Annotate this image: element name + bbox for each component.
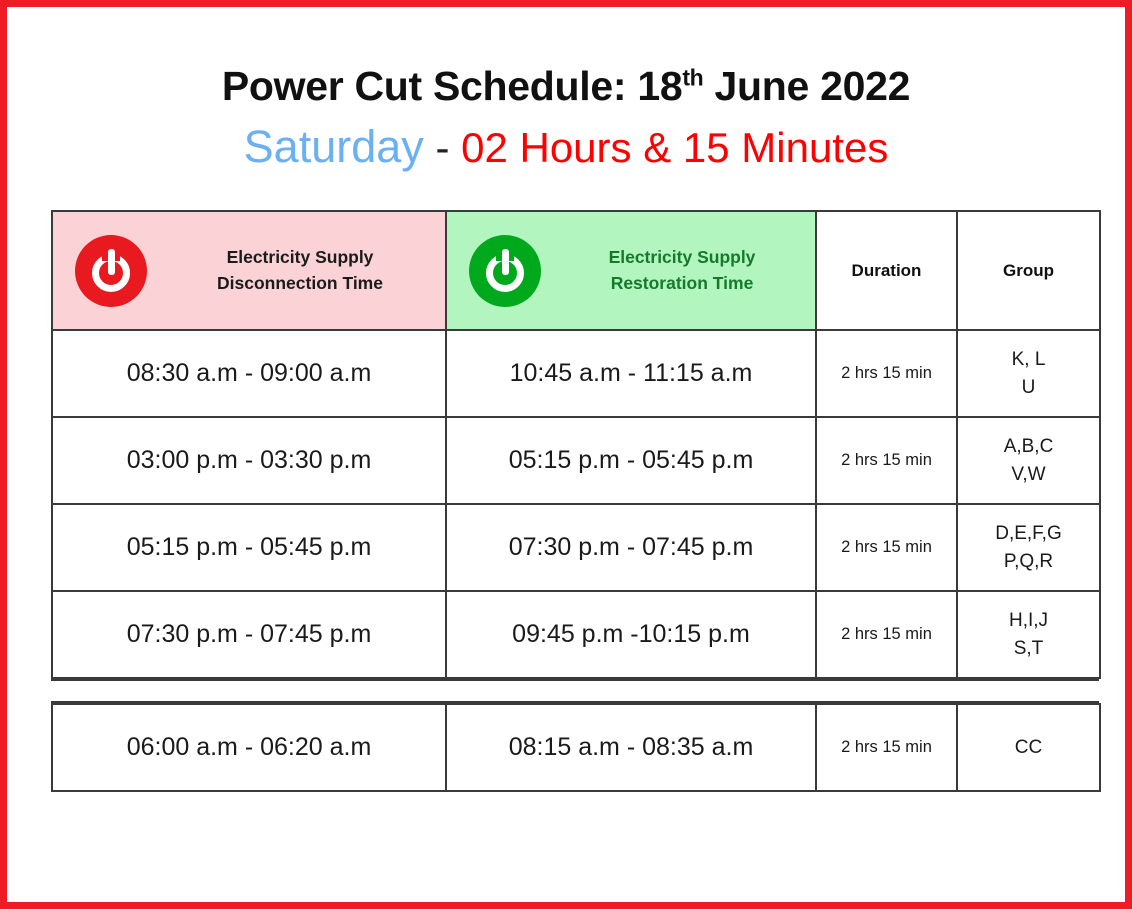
table-row xyxy=(52,504,1100,591)
group-line-2: V,W xyxy=(1011,463,1046,485)
group-line-1: A,B,C xyxy=(1003,436,1054,458)
cell-group xyxy=(957,330,1100,417)
power-icon-red xyxy=(75,235,147,307)
column-header-group: Group xyxy=(957,211,1100,330)
table-separator xyxy=(51,679,1099,703)
cell-duration: 2 hrs 15 min xyxy=(816,504,957,591)
schedule-table-extra xyxy=(51,703,1101,792)
cell-disconnection: 07:30 p.m - 07:45 p.m xyxy=(52,591,446,678)
column-header-disconnection-label xyxy=(169,245,445,296)
cell-restoration: 10:45 a.m - 11:15 a.m xyxy=(446,330,816,417)
title-date-ordinal: th xyxy=(682,64,704,91)
cell-duration: 2 hrs 15 min xyxy=(816,330,957,417)
schedule-table-wrap xyxy=(51,210,1081,792)
table-row xyxy=(52,330,1100,417)
power-icon-green xyxy=(469,235,541,307)
poster-inner xyxy=(7,7,1125,902)
cell-disconnection: 03:00 p.m - 03:30 p.m xyxy=(52,417,446,504)
group-line-1: H,I,J xyxy=(1008,610,1049,632)
cell-duration: 2 hrs 15 min xyxy=(816,417,957,504)
title-date-number: 18 xyxy=(637,63,683,109)
subtitle xyxy=(51,120,1081,174)
cell-restoration: 05:15 p.m - 05:45 p.m xyxy=(446,417,816,504)
cell-restoration: 09:45 p.m -10:15 p.m xyxy=(446,591,816,678)
table-header-row xyxy=(52,211,1100,330)
cell-restoration: 07:30 p.m - 07:45 p.m xyxy=(446,504,816,591)
header-line-1: Electricity Supply xyxy=(608,247,756,268)
group-line-2: P,Q,R xyxy=(1003,550,1054,572)
cell-disconnection: 05:15 p.m - 05:45 p.m xyxy=(52,504,446,591)
column-header-disconnection xyxy=(52,211,446,330)
schedule-table xyxy=(51,210,1101,679)
cell-duration: 2 hrs 15 min xyxy=(816,704,957,791)
title-date-rest: June 2022 xyxy=(703,63,911,109)
column-header-restoration-label xyxy=(563,245,815,296)
cell-restoration: 08:15 a.m - 08:35 a.m xyxy=(446,704,816,791)
column-header-restoration xyxy=(446,211,816,330)
cell-disconnection: 06:00 a.m - 06:20 a.m xyxy=(52,704,446,791)
column-header-duration: Duration xyxy=(816,211,957,330)
group-line-1: K, L xyxy=(1011,349,1046,371)
subtitle-day: Saturday xyxy=(243,121,424,173)
cell-group xyxy=(957,504,1100,591)
table-row xyxy=(52,591,1100,678)
group-line-2: U xyxy=(1021,376,1036,398)
group-line-2: S,T xyxy=(1013,637,1044,659)
table-row xyxy=(52,704,1100,791)
header-line-2: Restoration Time xyxy=(610,272,754,293)
cell-duration: 2 hrs 15 min xyxy=(816,591,957,678)
title-prefix: Power Cut Schedule: xyxy=(221,63,638,109)
subtitle-duration: 02 Hours & 15 Minutes xyxy=(461,124,889,172)
page-title xyxy=(51,63,1081,110)
subtitle-dash: - xyxy=(423,124,462,172)
table-row xyxy=(52,417,1100,504)
header-line-1: Electricity Supply xyxy=(226,247,374,268)
cell-disconnection: 08:30 a.m - 09:00 a.m xyxy=(52,330,446,417)
cell-group xyxy=(957,417,1100,504)
header-line-2: Disconnection Time xyxy=(217,272,383,293)
cell-group xyxy=(957,591,1100,678)
group-line-1: D,E,F,G xyxy=(995,523,1062,545)
cell-group: CC xyxy=(957,704,1100,791)
